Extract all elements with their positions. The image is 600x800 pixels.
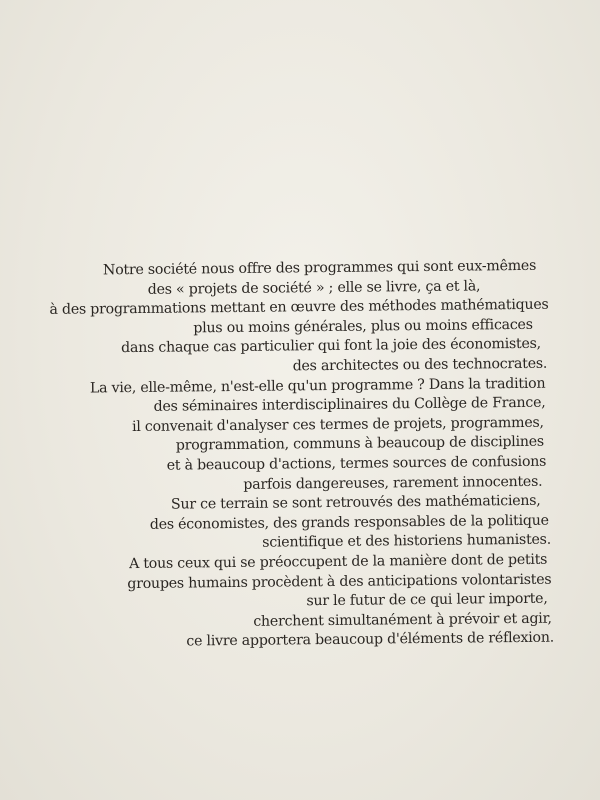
blurb-line: A tous ceux qui se préoccupent de la manière dont de petits [128, 551, 548, 572]
blurb-line: programmation, communs à beaucoup de disciplines [175, 434, 544, 454]
blurb-line: groupes humains procèdent à des anticipations volontaristes [127, 571, 552, 592]
blurb-line: des économistes, des grands responsables de la politique [149, 512, 549, 533]
blurb-line: sur le futur de ce qui leur importe, [306, 590, 548, 610]
blurb-line: Sur ce terrain se sont retrouvés des mathématiciens, [170, 492, 541, 513]
blurb-line: scientifique et des historiens humanistes. [262, 531, 552, 552]
blurb-line: des architectes ou des technocrates. [292, 355, 548, 375]
blurb-line: Notre société nous offre des programmes qui sont eux-mêmes [102, 257, 537, 279]
blurb-line: La vie, elle-même, n'est-elle qu'un programme ? Dans la tradition [89, 375, 546, 397]
blurb-line: et à beaucoup d'actions, termes sources de confusions [166, 453, 547, 474]
blurb-line: il convenait d'analyser ces termes de projets, programmes, [131, 414, 544, 435]
blurb-line: ce livre apportera beaucoup d'éléments de réflexion. [186, 629, 555, 650]
blurb-line: cherchent simultanément à prévoir et agir, [253, 610, 552, 630]
back-cover-blurb [40, 257, 554, 654]
blurb-line: plus ou moins générales, plus ou moins efficaces [193, 316, 533, 337]
blurb-line: parfois dangereuses, rarement innocentes. [243, 473, 543, 493]
blurb-line: à des programmations mettant en œuvre des méthodes mathématiques [49, 296, 549, 319]
blurb-line: des séminaires interdisciplinaires du Collège de France, [153, 394, 546, 415]
blurb-line: dans chaque cas particulier qui font la joie des économistes, [121, 336, 541, 357]
blurb-line: des « projets de société » ; elle se livre, ça et là, [147, 277, 481, 298]
